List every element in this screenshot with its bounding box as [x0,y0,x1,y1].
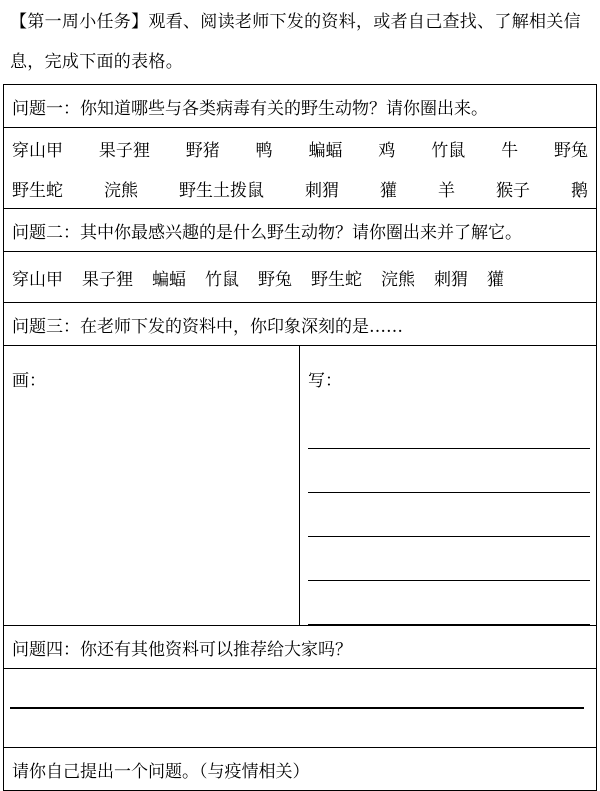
animal-option[interactable]: 穿山甲 [12,140,63,161]
animal-option[interactable]: 竹鼠 [205,269,239,290]
write-line[interactable] [308,581,590,625]
write-line[interactable] [308,449,590,493]
write-area[interactable] [300,346,597,626]
animal-option[interactable]: 蝙蝠 [152,269,186,290]
animal-option[interactable]: 穿山甲 [12,269,63,290]
write-line[interactable] [308,405,590,449]
animal-option[interactable]: 野生蛇 [12,180,63,201]
recommend-answer-area[interactable] [4,669,597,748]
animal-option[interactable]: 獾 [380,180,397,201]
animal-option[interactable]: 刺猬 [434,269,468,290]
animal-option[interactable]: 果子狸 [98,140,150,161]
animal-option[interactable]: 鸭 [255,140,273,161]
animal-option[interactable]: 野兔 [554,140,588,161]
animal-option[interactable]: 野生土拨鼠 [179,180,264,201]
question-1: 问题一：你知道哪些与各类病毒有关的野生动物？请你圈出来。 [4,85,597,128]
animal-option[interactable]: 浣熊 [104,180,138,201]
question-4: 问题四：你还有其他资料可以推荐给大家吗？ [4,626,597,669]
animal-option[interactable]: 蝙蝠 [308,140,343,161]
animal-row-1 [12,128,588,168]
animal-list-1 [4,128,597,209]
animal-row-3 [12,252,588,302]
write-line[interactable] [308,493,590,537]
task-table [3,84,597,791]
intro-text: 【第一周小任务】观看、阅读老师下发的资料，或者自己查找、了解相关信息，完成下面的表格。 [10,12,581,72]
animal-option[interactable]: 羊 [438,180,455,201]
question-3: 问题三：在老师下发的资料中，你印象深刻的是…… [4,303,597,346]
animal-option[interactable]: 果子狸 [82,269,133,290]
animal-row-2 [12,168,588,208]
question-5: 请你自己提出一个问题。（与疫情相关） [4,748,597,791]
write-line[interactable] [308,537,590,581]
animal-option[interactable]: 野生蛇 [311,269,362,290]
animal-option[interactable]: 獾 [487,269,504,290]
animal-option[interactable]: 竹鼠 [431,140,466,161]
write-lines [308,405,588,625]
animal-option[interactable]: 刺猬 [305,180,339,201]
animal-option[interactable]: 野猪 [185,140,220,161]
animal-option[interactable]: 野兔 [258,269,292,290]
draw-area[interactable] [4,346,300,626]
write-label: 写： [308,371,342,391]
draw-label: 画： [12,371,46,391]
question-2: 问题二：其中你最感兴趣的是什么野生动物？请你圈出来并了解它。 [4,209,597,252]
animal-list-2 [4,252,597,303]
animal-option[interactable]: 鸡 [378,140,396,161]
animal-option[interactable]: 牛 [501,140,519,161]
animal-option[interactable]: 鹅 [571,180,588,201]
answer-line[interactable] [10,707,584,709]
animal-option[interactable]: 猴子 [496,180,530,201]
animal-option[interactable]: 浣熊 [381,269,415,290]
